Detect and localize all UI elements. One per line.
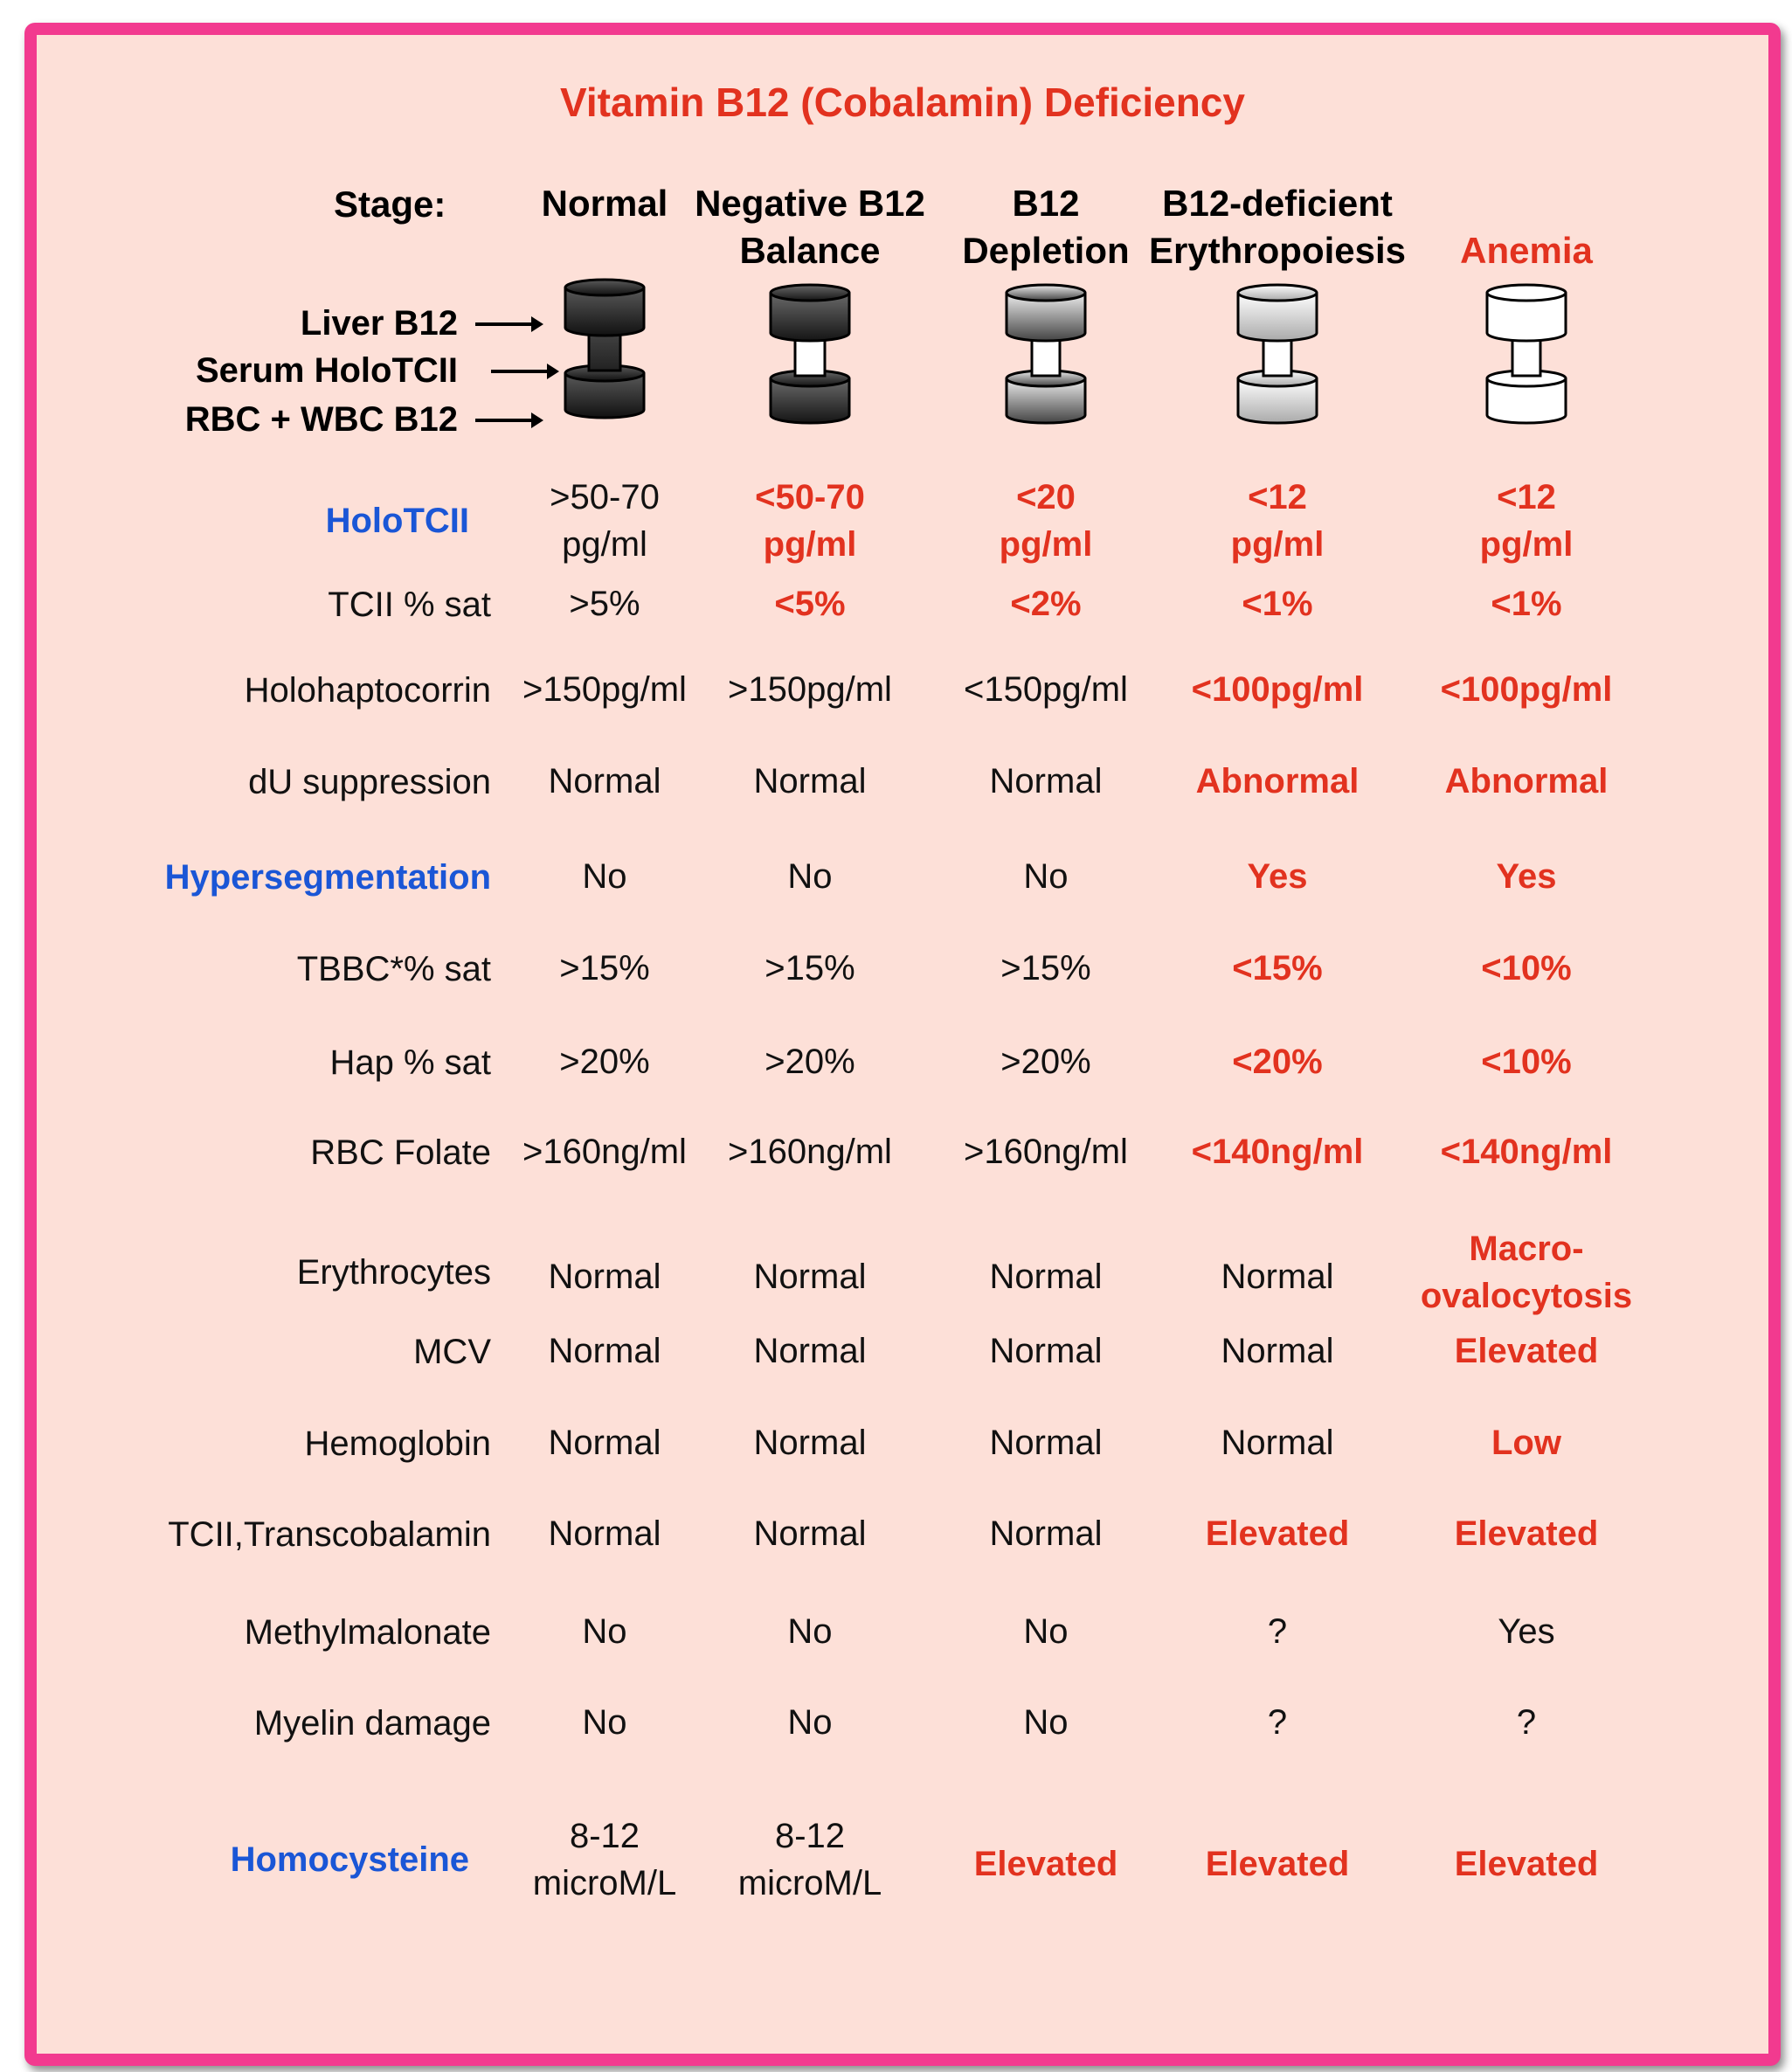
legend-liver-b12: Liver B12 <box>300 304 458 343</box>
table-cell: <100pg/ml <box>1191 670 1364 709</box>
table-cell: Elevated <box>1454 1332 1599 1370</box>
b12-stores-icon <box>1229 281 1325 430</box>
table-cell: ? <box>1267 1703 1288 1742</box>
table-cell: >15% <box>1000 949 1091 987</box>
table-cell: >50-70 pg/ml <box>550 478 660 564</box>
table-cell: >20% <box>1000 1043 1091 1081</box>
table-cell: Normal <box>1221 1424 1334 1462</box>
row-label: MCV <box>413 1333 491 1371</box>
table-cell: No <box>787 857 833 896</box>
table-cell: >160ng/ml <box>964 1133 1128 1171</box>
table-cell: No <box>582 1612 627 1651</box>
stage-header-line2: Balance <box>739 230 881 271</box>
row-label: HoloTCII <box>325 502 469 540</box>
row-label: TCII,Transcobalamin <box>168 1515 491 1554</box>
row-label: Homocysteine <box>230 1840 469 1879</box>
row-label: Erythrocytes <box>296 1253 491 1292</box>
row-label: TCII % sat <box>328 586 491 624</box>
table-cell: <140ng/ml <box>1191 1133 1364 1171</box>
table-cell: Normal <box>548 1514 661 1553</box>
table-cell: <150pg/ml <box>964 670 1128 709</box>
table-cell: <12 pg/ml <box>1479 478 1574 564</box>
b12-stores-icon <box>557 276 653 425</box>
row-label: dU suppression <box>248 763 491 801</box>
table-cell: <1% <box>1491 585 1562 623</box>
b12-stores-icon <box>762 281 858 430</box>
table-cell: Normal <box>753 1332 867 1370</box>
table-cell: <10% <box>1481 949 1572 987</box>
table-cell: >150pg/ml <box>728 670 892 709</box>
table-cell: <12 pg/ml <box>1230 478 1325 564</box>
table-cell: <5% <box>774 585 846 623</box>
table-cell: Normal <box>989 1424 1103 1462</box>
table-cell: No <box>1023 1612 1069 1651</box>
row-label: Hap % sat <box>329 1043 491 1082</box>
table-cell: Elevated <box>1205 1514 1350 1553</box>
table-cell: 8-12 microM/L <box>532 1817 677 1902</box>
stage-header-line1: B12 <box>1012 183 1080 224</box>
table-cell: Macro- ovalocytosis <box>1420 1230 1633 1315</box>
table-cell: >160ng/ml <box>522 1133 687 1171</box>
table-cell: Yes <box>1496 857 1557 896</box>
b12-stores-icon <box>998 281 1094 430</box>
table-cell: <10% <box>1481 1043 1572 1081</box>
table-cell: Normal <box>548 762 661 800</box>
table-cell: >5% <box>569 585 640 623</box>
table-cell: <100pg/ml <box>1440 670 1613 709</box>
table-cell: 8-12 microM/L <box>737 1817 882 1902</box>
table-cell: ? <box>1516 1703 1537 1742</box>
table-cell: >20% <box>765 1043 855 1081</box>
table-cell: Normal <box>753 762 867 800</box>
stage-header-line1 <box>1378 180 1675 227</box>
table-cell: No <box>582 857 627 896</box>
stage-header-5 <box>1378 180 1675 274</box>
stage-label: Stage: <box>334 184 446 225</box>
arrow-right-icon <box>474 311 543 346</box>
stage-header-line2: Depletion <box>962 230 1130 271</box>
table-cell: <140ng/ml <box>1440 1133 1613 1171</box>
table-cell: >15% <box>765 949 855 987</box>
legend-serum-holotcii: Serum HoloTCII <box>195 351 458 390</box>
table-cell: No <box>582 1703 627 1742</box>
table-cell: Normal <box>989 1514 1103 1553</box>
b12-stages-card <box>24 23 1781 2066</box>
row-label: Holohaptocorrin <box>244 671 491 710</box>
table-cell: Normal <box>753 1514 867 1553</box>
table-cell: No <box>787 1612 833 1651</box>
table-cell: Elevated <box>1454 1514 1599 1553</box>
table-cell: Normal <box>989 1332 1103 1370</box>
legend-rbc-wbc-b12: RBC + WBC B12 <box>184 400 458 439</box>
table-cell: <20% <box>1232 1043 1323 1081</box>
stage-header-line2: Anemia <box>1460 230 1593 271</box>
stage-header-line1: Negative B12 <box>695 183 925 224</box>
table-cell: Normal <box>1221 1258 1334 1296</box>
table-cell: <2% <box>1010 585 1082 623</box>
stage-header-line1: B12-deficient <box>1162 183 1393 224</box>
table-cell: Elevated <box>1205 1845 1350 1883</box>
table-cell: <15% <box>1232 949 1323 987</box>
table-cell: Abnormal <box>1444 762 1609 800</box>
table-cell: >15% <box>559 949 650 987</box>
table-cell: Normal <box>548 1424 661 1462</box>
b12-stores-icon <box>1478 281 1574 430</box>
row-label: TBBC*% sat <box>296 950 491 988</box>
table-cell: Normal <box>989 1258 1103 1296</box>
table-cell: No <box>1023 857 1069 896</box>
table-cell: Normal <box>548 1258 661 1296</box>
table-cell: Yes <box>1247 857 1308 896</box>
table-cell: Elevated <box>1454 1845 1599 1883</box>
row-label: Myelin damage <box>253 1704 491 1743</box>
table-cell: Low <box>1491 1424 1561 1462</box>
row-label: RBC Folate <box>310 1133 491 1172</box>
page-title: Vitamin B12 (Cobalamin) Deficiency <box>560 80 1245 125</box>
table-cell: >20% <box>559 1043 650 1081</box>
table-cell: Normal <box>1221 1332 1334 1370</box>
table-cell: >150pg/ml <box>522 670 687 709</box>
table-cell: Normal <box>753 1424 867 1462</box>
row-label: Hemoglobin <box>304 1424 491 1463</box>
stage-header-line1: Normal <box>541 183 668 224</box>
table-cell: No <box>1023 1703 1069 1742</box>
table-cell: Elevated <box>973 1845 1118 1883</box>
table-cell: <1% <box>1242 585 1313 623</box>
stage-header-line2: Erythropoiesis <box>1148 230 1407 271</box>
table-cell: Abnormal <box>1195 762 1360 800</box>
table-cell: Normal <box>548 1332 661 1370</box>
row-label: Methylmalonate <box>244 1613 491 1652</box>
table-cell: Yes <box>1498 1612 1555 1651</box>
table-cell: <50-70 pg/ml <box>755 478 865 564</box>
table-cell: ? <box>1267 1612 1288 1651</box>
table-cell: <20 pg/ml <box>999 478 1093 564</box>
table-cell: Normal <box>989 762 1103 800</box>
arrow-right-icon <box>489 358 559 393</box>
table-cell: >160ng/ml <box>728 1133 892 1171</box>
row-label: Hypersegmentation <box>164 858 491 897</box>
arrow-right-icon <box>474 407 543 442</box>
table-cell: Normal <box>753 1258 867 1296</box>
table-cell: No <box>787 1703 833 1742</box>
